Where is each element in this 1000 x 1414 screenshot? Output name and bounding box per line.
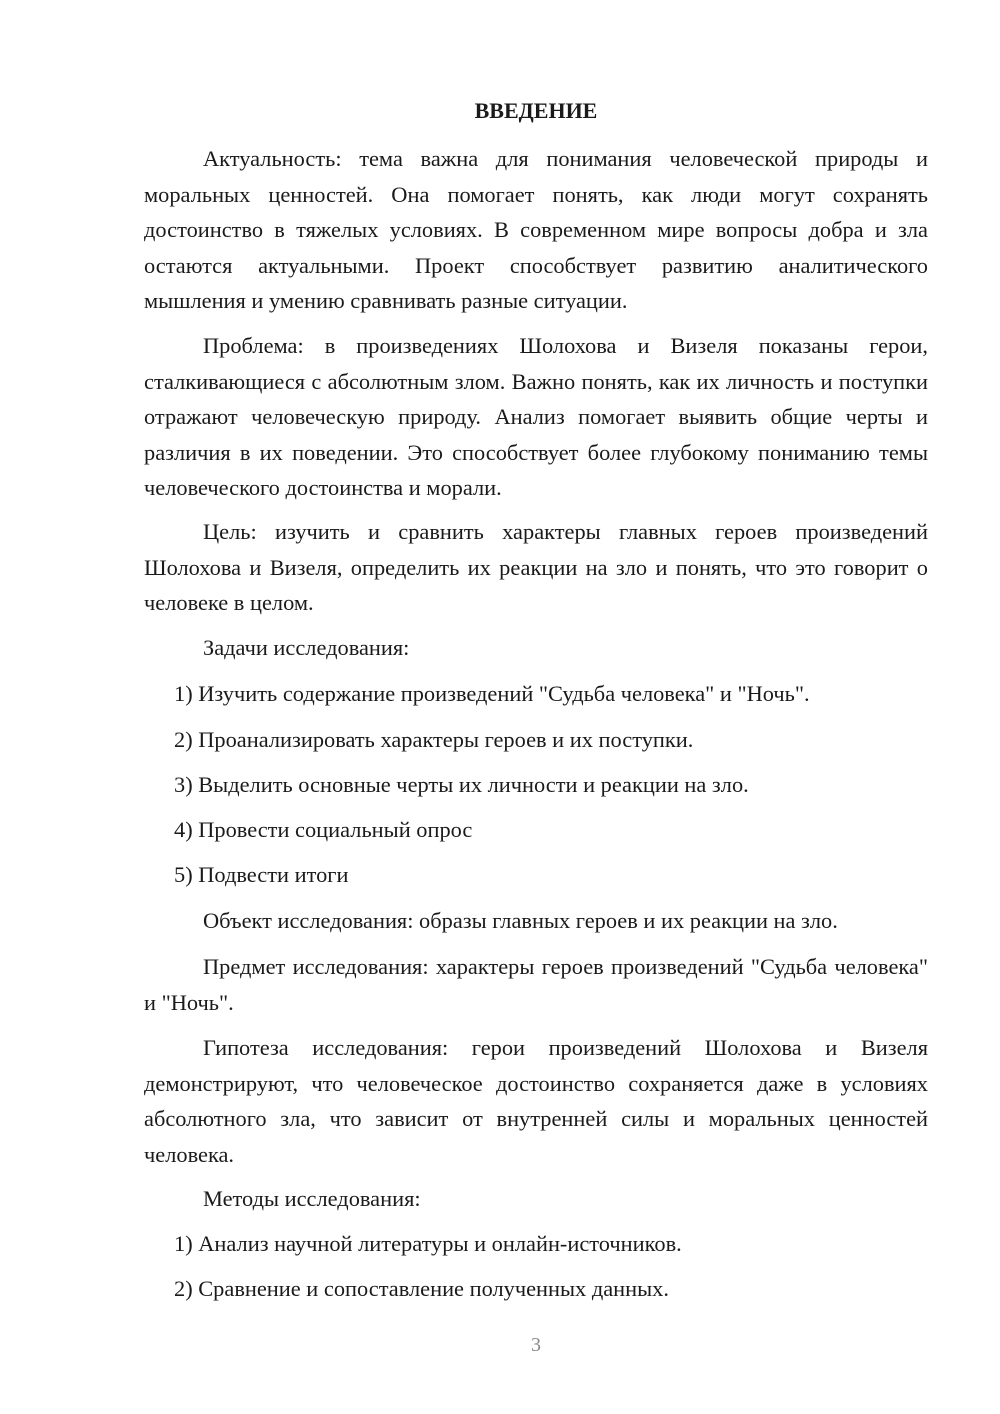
task-item-4: 4) Провести социальный опрос	[174, 817, 473, 842]
paragraph-subject: Предмет исследования: характеры героев произведений "Судьба человека" и "Ночь".	[144, 954, 928, 1015]
tasks-heading: Задачи исследования:	[203, 635, 410, 660]
task-item-1: 1) Изучить содержание произведений "Судьба человека" и "Ночь".	[174, 681, 810, 706]
task-item-5: 5) Подвести итоги	[174, 862, 349, 887]
method-item-2: 2) Сравнение и сопоставление полученных данных.	[174, 1276, 669, 1301]
paragraph-relevance: Актуальность: тема важна для понимания человеческой природы и моральных ценностей. Она помогает понять, как люди могут сохранять достоинство в тяжелых условиях. В современном мире вопросы добра и зла остаются актуальными. Проект способствует развитию аналитического мышления и умению сравнивать разные ситуации.	[144, 146, 928, 314]
task-item-3: 3) Выделить основные черты их личности и реакции на зло.	[174, 772, 749, 797]
paragraph-hypothesis: Гипотеза исследования: герои произведений Шолохова и Визеля демонстрируют, что человеческое достоинство сохраняется даже в условиях абсолютного зла, что зависит от внутренней силы и моральных ценностей человека.	[144, 1035, 928, 1167]
methods-heading: Методы исследования:	[203, 1186, 421, 1211]
paragraph-object: Объект исследования: образы главных героев и их реакции на зло.	[203, 908, 838, 933]
paragraph-goal: Цель: изучить и сравнить характеры главных героев произведений Шолохова и Визеля, определить их реакции на зло и понять, что это говорит о человеке в целом.	[144, 519, 928, 616]
page-number: 3	[531, 1334, 541, 1356]
section-title: ВВЕДЕНИЕ	[474, 98, 598, 123]
paragraph-problem: Проблема: в произведениях Шолохова и Визеля показаны герои, сталкивающиеся с абсолютным злом. Важно понять, как их личность и поступки отражают человеческую природу. Анализ помогает выявить общие черты и различия в их поведении. Это способствует более глубокому пониманию темы человеческого достоинства и морали.	[144, 333, 928, 501]
task-item-2: 2) Проанализировать характеры героев и их поступки.	[174, 727, 694, 752]
method-item-1: 1) Анализ научной литературы и онлайн-источников.	[174, 1231, 682, 1256]
